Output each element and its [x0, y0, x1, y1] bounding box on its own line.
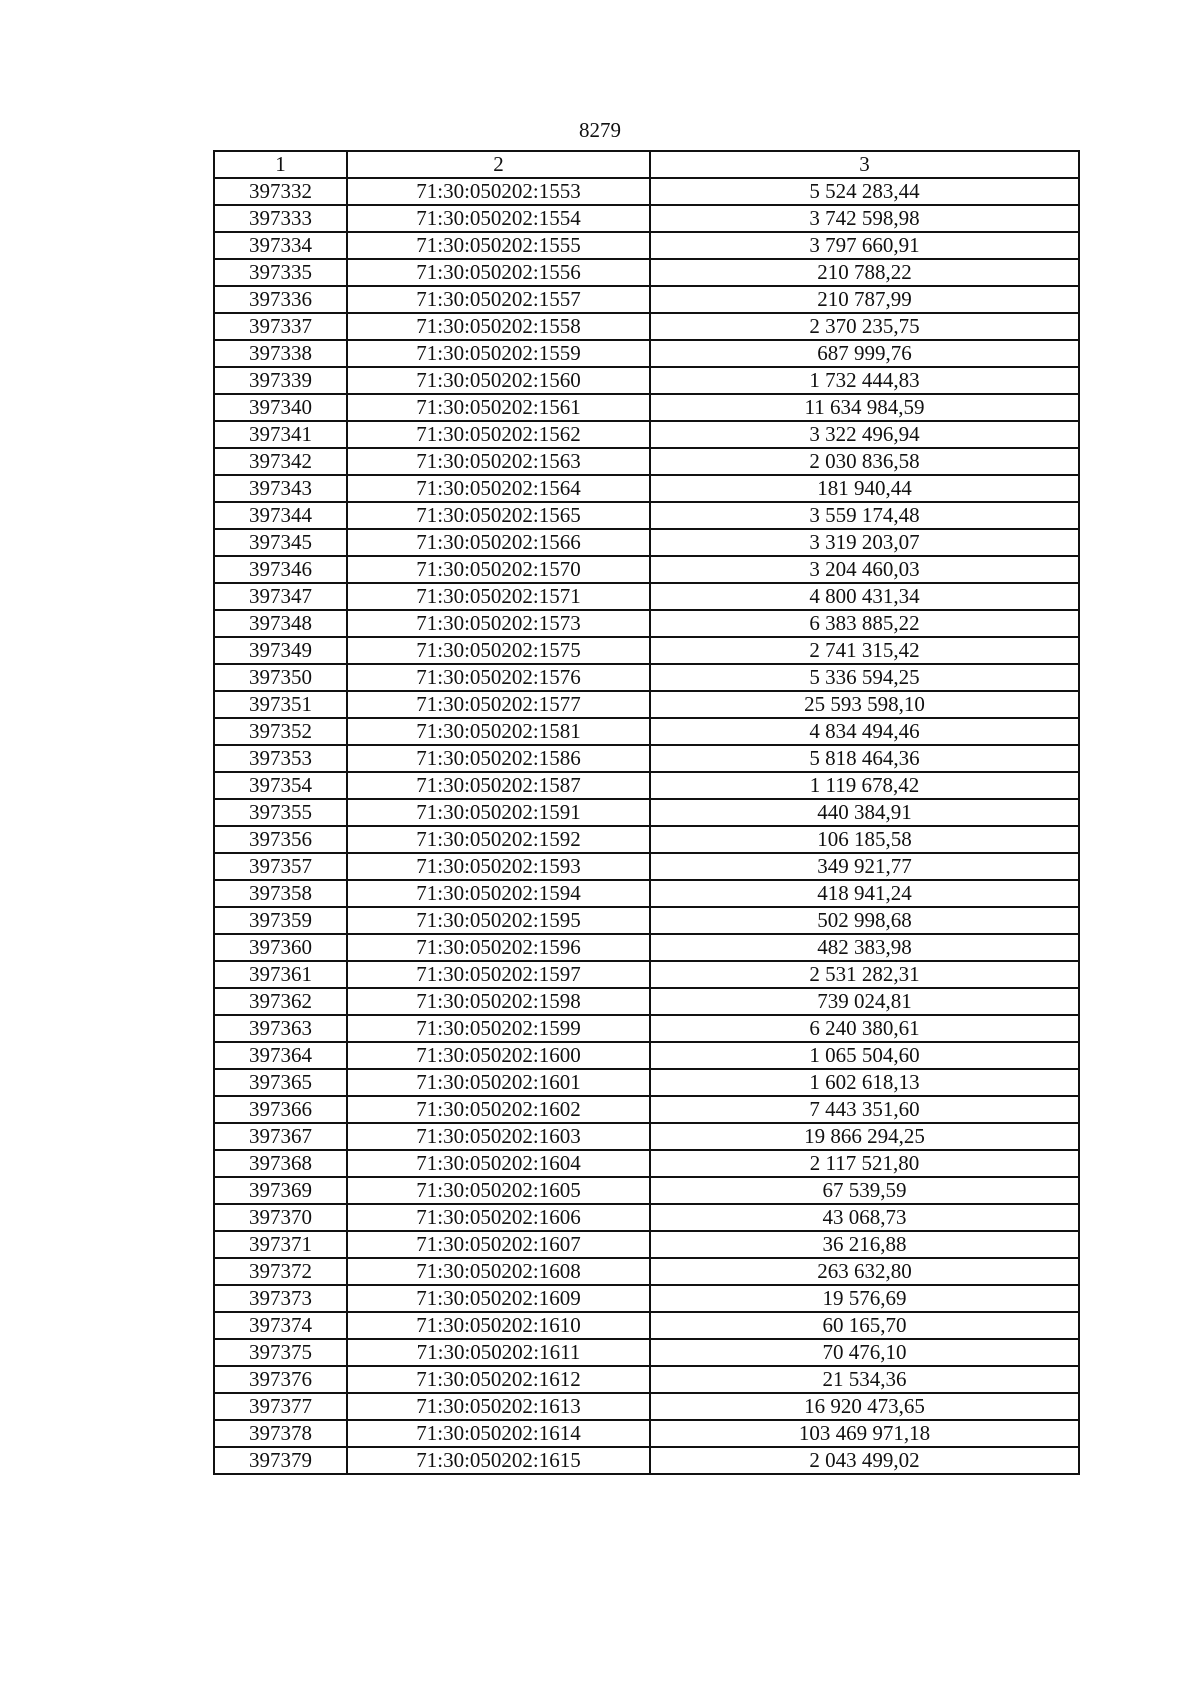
row-number-cell: 397376: [214, 1366, 347, 1393]
table-row: [214, 1393, 1079, 1420]
cadastral-value-cell: 3 742 598,98: [650, 205, 1079, 232]
cadastral-number-cell: 71:30:050202:1560: [347, 367, 650, 394]
table-header-row: [214, 151, 1079, 178]
table-row: [214, 232, 1079, 259]
cadastral-number-cell: 71:30:050202:1570: [347, 556, 650, 583]
row-number-cell: 397368: [214, 1150, 347, 1177]
cadastral-value-cell: 5 818 464,36: [650, 745, 1079, 772]
cadastral-number-cell: 71:30:050202:1615: [347, 1447, 650, 1474]
cadastral-value-cell: 106 185,58: [650, 826, 1079, 853]
row-number-cell: 397344: [214, 502, 347, 529]
cadastral-value-cell: 440 384,91: [650, 799, 1079, 826]
cadastral-value-cell: 210 788,22: [650, 259, 1079, 286]
cadastral-value-cell: 36 216,88: [650, 1231, 1079, 1258]
cadastral-number-cell: 71:30:050202:1565: [347, 502, 650, 529]
cadastral-value-cell: 210 787,99: [650, 286, 1079, 313]
table-row: [214, 961, 1079, 988]
cadastral-number-cell: 71:30:050202:1610: [347, 1312, 650, 1339]
cadastral-number-cell: 71:30:050202:1612: [347, 1366, 650, 1393]
cadastral-value-cell: 43 068,73: [650, 1204, 1079, 1231]
row-number-cell: 397355: [214, 799, 347, 826]
cadastral-number-cell: 71:30:050202:1603: [347, 1123, 650, 1150]
cadastral-value-cell: 5 336 594,25: [650, 664, 1079, 691]
cadastral-value-cell: 21 534,36: [650, 1366, 1079, 1393]
row-number-cell: 397367: [214, 1123, 347, 1150]
cadastral-value-cell: 6 240 380,61: [650, 1015, 1079, 1042]
cadastral-number-cell: 71:30:050202:1591: [347, 799, 650, 826]
row-number-cell: 397362: [214, 988, 347, 1015]
cadastral-number-cell: 71:30:050202:1556: [347, 259, 650, 286]
table-row: [214, 664, 1079, 691]
row-number-cell: 397339: [214, 367, 347, 394]
cadastral-value-cell: 349 921,77: [650, 853, 1079, 880]
row-number-cell: 397352: [214, 718, 347, 745]
cadastral-value-cell: 418 941,24: [650, 880, 1079, 907]
table-row: [214, 799, 1079, 826]
table-row: [214, 367, 1079, 394]
cadastral-value-cell: 739 024,81: [650, 988, 1079, 1015]
row-number-cell: 397361: [214, 961, 347, 988]
cadastral-value-cell: 2 741 315,42: [650, 637, 1079, 664]
cadastral-number-cell: 71:30:050202:1558: [347, 313, 650, 340]
cadastral-number-cell: 71:30:050202:1594: [347, 880, 650, 907]
row-number-cell: 397350: [214, 664, 347, 691]
row-number-cell: 397338: [214, 340, 347, 367]
table-row: [214, 448, 1079, 475]
cadastral-number-cell: 71:30:050202:1563: [347, 448, 650, 475]
table-row: [214, 1042, 1079, 1069]
cadastral-value-cell: 67 539,59: [650, 1177, 1079, 1204]
cadastral-value-cell: 4 834 494,46: [650, 718, 1079, 745]
row-number-cell: 397378: [214, 1420, 347, 1447]
table-row: [214, 340, 1079, 367]
cadastral-value-cell: 1 602 618,13: [650, 1069, 1079, 1096]
cadastral-number-cell: 71:30:050202:1559: [347, 340, 650, 367]
table-row: [214, 718, 1079, 745]
table-row: [214, 1231, 1079, 1258]
table-row: [214, 826, 1079, 853]
table-row: [214, 1339, 1079, 1366]
row-number-cell: 397334: [214, 232, 347, 259]
table-row: [214, 691, 1079, 718]
row-number-cell: 397341: [214, 421, 347, 448]
row-number-cell: 397342: [214, 448, 347, 475]
cadastral-number-cell: 71:30:050202:1586: [347, 745, 650, 772]
table-row: [214, 1366, 1079, 1393]
cadastral-value-cell: 2 117 521,80: [650, 1150, 1079, 1177]
cadastral-number-cell: 71:30:050202:1581: [347, 718, 650, 745]
cadastral-value-cell: 16 920 473,65: [650, 1393, 1079, 1420]
cadastral-number-cell: 71:30:050202:1598: [347, 988, 650, 1015]
table-row: [214, 475, 1079, 502]
cadastral-number-cell: 71:30:050202:1593: [347, 853, 650, 880]
cadastral-number-cell: 71:30:050202:1607: [347, 1231, 650, 1258]
table-row: [214, 637, 1079, 664]
cadastral-value-cell: 2 043 499,02: [650, 1447, 1079, 1474]
cadastral-number-cell: 71:30:050202:1597: [347, 961, 650, 988]
table-row: [214, 556, 1079, 583]
cadastral-number-cell: 71:30:050202:1573: [347, 610, 650, 637]
cadastral-number-cell: 71:30:050202:1554: [347, 205, 650, 232]
row-number-cell: 397354: [214, 772, 347, 799]
cadastral-value-cell: 3 319 203,07: [650, 529, 1079, 556]
cadastral-value-cell: 482 383,98: [650, 934, 1079, 961]
table-row: [214, 502, 1079, 529]
cadastral-number-cell: 71:30:050202:1562: [347, 421, 650, 448]
table-row: [214, 421, 1079, 448]
cadastral-value-cell: 11 634 984,59: [650, 394, 1079, 421]
cadastral-value-cell: 7 443 351,60: [650, 1096, 1079, 1123]
row-number-cell: 397349: [214, 637, 347, 664]
cadastral-value-cell: 5 524 283,44: [650, 178, 1079, 205]
row-number-cell: 397332: [214, 178, 347, 205]
row-number-cell: 397356: [214, 826, 347, 853]
table-row: [214, 529, 1079, 556]
cadastral-value-cell: 1 119 678,42: [650, 772, 1079, 799]
row-number-cell: 397345: [214, 529, 347, 556]
cadastral-number-cell: 71:30:050202:1576: [347, 664, 650, 691]
table-row: [214, 286, 1079, 313]
row-number-cell: 397358: [214, 880, 347, 907]
table-row: [214, 1096, 1079, 1123]
row-number-cell: 397363: [214, 1015, 347, 1042]
cadastral-value-cell: 4 800 431,34: [650, 583, 1079, 610]
row-number-cell: 397370: [214, 1204, 347, 1231]
table-row: [214, 1258, 1079, 1285]
table-row: [214, 907, 1079, 934]
row-number-cell: 397375: [214, 1339, 347, 1366]
cadastral-number-cell: 71:30:050202:1592: [347, 826, 650, 853]
row-number-cell: 397366: [214, 1096, 347, 1123]
table-row: [214, 1420, 1079, 1447]
cadastral-number-cell: 71:30:050202:1557: [347, 286, 650, 313]
cadastral-value-cell: 103 469 971,18: [650, 1420, 1079, 1447]
row-number-cell: 397377: [214, 1393, 347, 1420]
table-row: [214, 772, 1079, 799]
table-row: [214, 1177, 1079, 1204]
table-row: [214, 178, 1079, 205]
cadastral-number-cell: 71:30:050202:1555: [347, 232, 650, 259]
column-header-cadastral-number: 2: [347, 151, 650, 178]
table-row: [214, 853, 1079, 880]
cadastral-value-cell: 181 940,44: [650, 475, 1079, 502]
table-row: [214, 610, 1079, 637]
row-number-cell: 397337: [214, 313, 347, 340]
cadastral-number-cell: 71:30:050202:1605: [347, 1177, 650, 1204]
table-row: [214, 1285, 1079, 1312]
row-number-cell: 397372: [214, 1258, 347, 1285]
cadastral-number-cell: 71:30:050202:1577: [347, 691, 650, 718]
table-row: [214, 1204, 1079, 1231]
row-number-cell: 397353: [214, 745, 347, 772]
cadastral-value-cell: 3 204 460,03: [650, 556, 1079, 583]
table-row: [214, 1150, 1079, 1177]
cadastral-value-cell: 1 065 504,60: [650, 1042, 1079, 1069]
cadastral-number-cell: 71:30:050202:1611: [347, 1339, 650, 1366]
table-row: [214, 1123, 1079, 1150]
cadastral-number-cell: 71:30:050202:1601: [347, 1069, 650, 1096]
cadastral-number-cell: 71:30:050202:1613: [347, 1393, 650, 1420]
row-number-cell: 397374: [214, 1312, 347, 1339]
row-number-cell: 397369: [214, 1177, 347, 1204]
row-number-cell: 397333: [214, 205, 347, 232]
cadastral-number-cell: 71:30:050202:1566: [347, 529, 650, 556]
cadastral-number-cell: 71:30:050202:1595: [347, 907, 650, 934]
table-row: [214, 880, 1079, 907]
cadastral-number-cell: 71:30:050202:1606: [347, 1204, 650, 1231]
cadastral-value-cell: 60 165,70: [650, 1312, 1079, 1339]
cadastral-value-cell: 25 593 598,10: [650, 691, 1079, 718]
row-number-cell: 397347: [214, 583, 347, 610]
row-number-cell: 397343: [214, 475, 347, 502]
row-number-cell: 397373: [214, 1285, 347, 1312]
row-number-cell: 397346: [214, 556, 347, 583]
cadastral-value-cell: 3 559 174,48: [650, 502, 1079, 529]
table-row: [214, 259, 1079, 286]
table-row: [214, 1447, 1079, 1474]
cadastral-number-cell: 71:30:050202:1602: [347, 1096, 650, 1123]
row-number-cell: 397348: [214, 610, 347, 637]
row-number-cell: 397371: [214, 1231, 347, 1258]
table-body: [214, 178, 1079, 1474]
table-row: [214, 394, 1079, 421]
cadastral-number-cell: 71:30:050202:1614: [347, 1420, 650, 1447]
row-number-cell: 397359: [214, 907, 347, 934]
cadastral-value-table: [213, 150, 1080, 1475]
row-number-cell: 397335: [214, 259, 347, 286]
column-header-number: 1: [214, 151, 347, 178]
cadastral-value-cell: 19 576,69: [650, 1285, 1079, 1312]
table-row: [214, 1069, 1079, 1096]
table-row: [214, 1312, 1079, 1339]
row-number-cell: 397336: [214, 286, 347, 313]
cadastral-number-cell: 71:30:050202:1599: [347, 1015, 650, 1042]
cadastral-value-cell: 3 797 660,91: [650, 232, 1079, 259]
row-number-cell: 397379: [214, 1447, 347, 1474]
table-row: [214, 313, 1079, 340]
cadastral-number-cell: 71:30:050202:1553: [347, 178, 650, 205]
cadastral-number-cell: 71:30:050202:1575: [347, 637, 650, 664]
cadastral-value-cell: 1 732 444,83: [650, 367, 1079, 394]
row-number-cell: 397365: [214, 1069, 347, 1096]
table-row: [214, 1015, 1079, 1042]
cadastral-number-cell: 71:30:050202:1596: [347, 934, 650, 961]
cadastral-value-cell: 502 998,68: [650, 907, 1079, 934]
cadastral-value-cell: 2 370 235,75: [650, 313, 1079, 340]
cadastral-number-cell: 71:30:050202:1561: [347, 394, 650, 421]
row-number-cell: 397351: [214, 691, 347, 718]
cadastral-number-cell: 71:30:050202:1604: [347, 1150, 650, 1177]
cadastral-number-cell: 71:30:050202:1608: [347, 1258, 650, 1285]
row-number-cell: 397340: [214, 394, 347, 421]
cadastral-value-cell: 2 531 282,31: [650, 961, 1079, 988]
table-row: [214, 934, 1079, 961]
cadastral-number-cell: 71:30:050202:1571: [347, 583, 650, 610]
column-header-value: 3: [650, 151, 1079, 178]
row-number-cell: 397360: [214, 934, 347, 961]
cadastral-value-cell: 3 322 496,94: [650, 421, 1079, 448]
table-row: [214, 988, 1079, 1015]
cadastral-value-cell: 6 383 885,22: [650, 610, 1079, 637]
cadastral-number-cell: 71:30:050202:1600: [347, 1042, 650, 1069]
table-row: [214, 745, 1079, 772]
cadastral-number-cell: 71:30:050202:1564: [347, 475, 650, 502]
cadastral-value-cell: 2 030 836,58: [650, 448, 1079, 475]
row-number-cell: 397364: [214, 1042, 347, 1069]
page-number: 8279: [579, 118, 621, 142]
cadastral-value-cell: 687 999,76: [650, 340, 1079, 367]
table-row: [214, 205, 1079, 232]
cadastral-value-cell: 19 866 294,25: [650, 1123, 1079, 1150]
cadastral-number-cell: 71:30:050202:1609: [347, 1285, 650, 1312]
cadastral-number-cell: 71:30:050202:1587: [347, 772, 650, 799]
cadastral-value-cell: 263 632,80: [650, 1258, 1079, 1285]
table-row: [214, 583, 1079, 610]
cadastral-value-cell: 70 476,10: [650, 1339, 1079, 1366]
row-number-cell: 397357: [214, 853, 347, 880]
